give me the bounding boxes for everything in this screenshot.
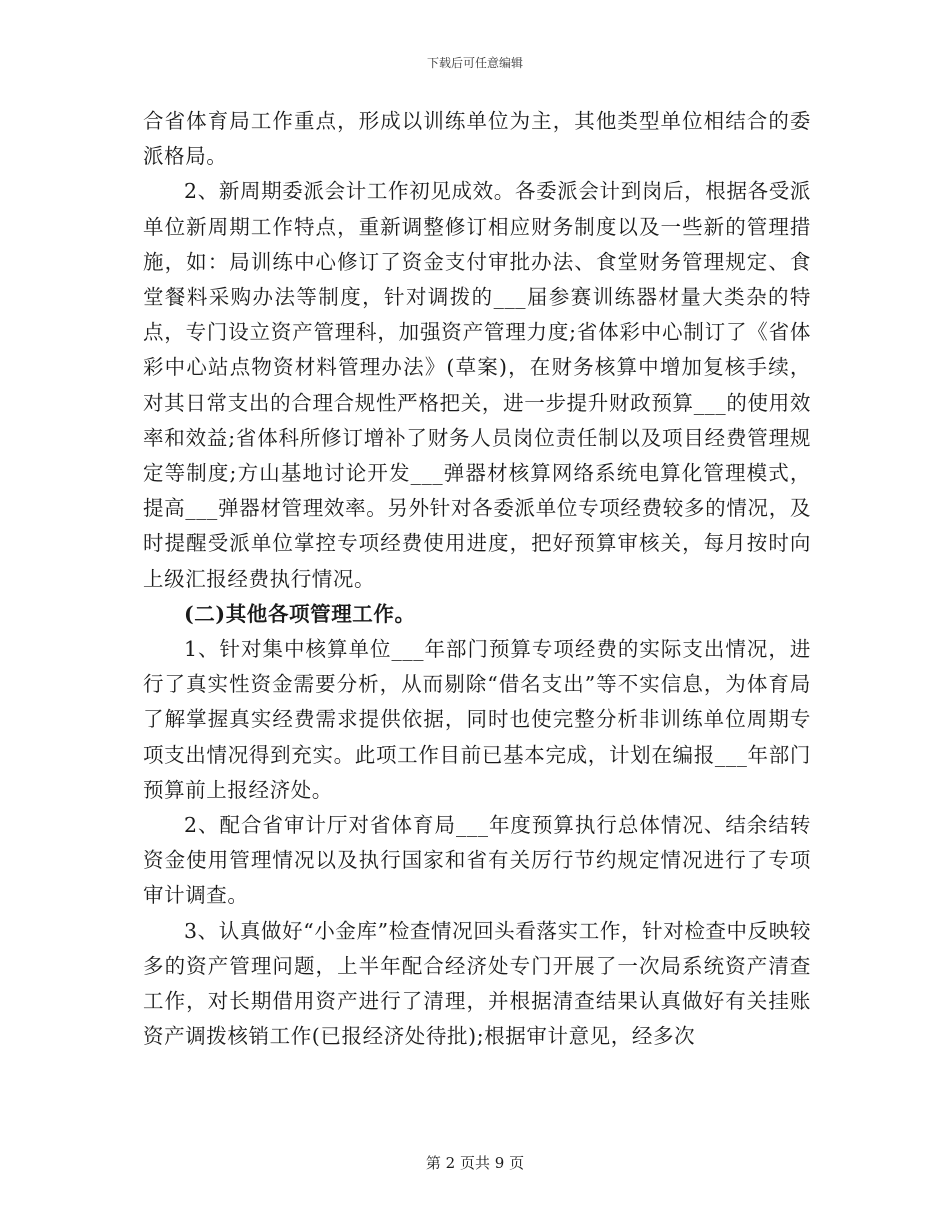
document-body	[143, 104, 811, 1054]
paragraph-item-2: 2、新周期委派会计工作初见成效。各委派会计到岗后，根据各受派单位新周期工作特点，重新调整修订相应财务制度以及一些新的管理措施，如：局训练中心修订了资金支付审批办法、食堂财务管理规定、食堂餐料采购办法等制度，针对调拨的___届参赛训练器材量大类杂的特点，专门设立资产管理科，加强资产管理力度;省体彩中心制订了《省体彩中心站点物资材料管理办法》(草案)，在财务核算中增加复核手续，对其日常支出的合理合规性严格把关，进一步提升财政预算___的使用效率和效益;省体科所修订增补了财务人员岗位责任制以及项目经费管理规定等制度;方山基地讨论开发___弹器材核算网络系统电算化管理模式，提高___弹器材管理效率。另外针对各委派单位专项经费较多的情况，及时提醒受派单位掌控专项经费使用进度，把好预算审核关，每月按时向上级汇报经费执行情况。	[143, 179, 811, 591]
paragraph-item-3: 3、认真做好“小金库”检查情况回头看落实工作，针对检查中反映较多的资产管理问题，上半年配合经济处专门开展了一次局系统资产清查工作，对长期借用资产进行了清理，并根据清查结果认真做好有关挂账资产调拨核销工作(已报经济处待批);根据审计意见，经多次	[143, 918, 811, 1049]
paragraph-continued: 合省体育局工作重点，形成以训练单位为主，其他类型单位相结合的委派格局。	[143, 109, 811, 169]
page-number-footer: 第 2 页共 9 页	[425, 1154, 525, 1172]
paragraph-item-2-audit: 2、配合省审计厅对省体育局___年度预算执行总体情况、结余结转资金使用管理情况以及执行国家和省有关厉行节约规定情况进行了专项审计调查。	[143, 813, 811, 908]
page-header: 下载后可任意编辑	[426, 56, 523, 70]
paragraph-item-1: 1、针对集中核算单位___年部门预算专项经费的实际支出情况，进行了真实性资金需要分析，从而剔除“借名支出”等不实信息，为体育局了解掌握真实经费需求提供依据，同时也使完整分析非训练单位周期专项支出情况得到充实。此项工作目前已基本完成，计划在编报___年部门预算前上报经济处。	[143, 637, 811, 802]
section-heading: (二)其他各项管理工作。	[184, 601, 416, 626]
